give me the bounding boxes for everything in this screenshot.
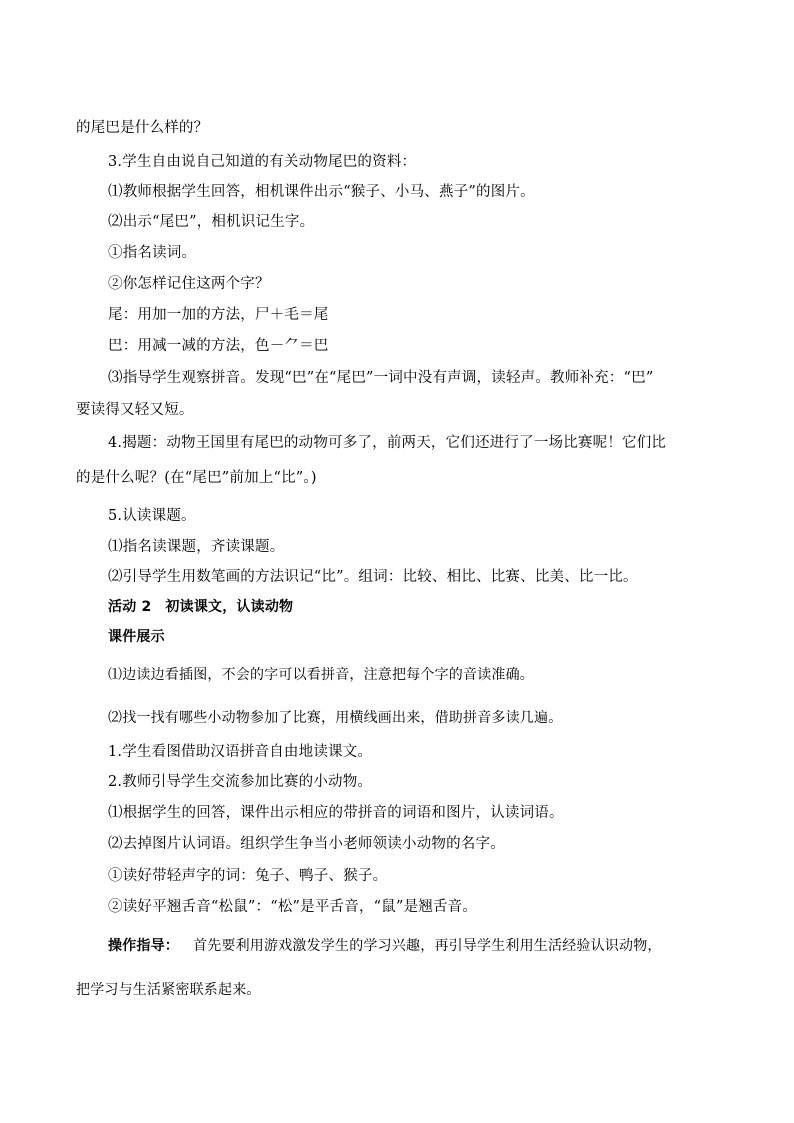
guide-text: 首先要利用游戏激发学生的学习兴趣，再引导学生利用生活经验认识动物， <box>193 938 662 954</box>
paragraph-line: 尾：用加一加的方法，尸＋毛＝尾 <box>108 307 329 323</box>
courseware-item: ⑵找一找有哪些小动物参加了比赛，用横线画出来，借助拼音多读几遍。 <box>108 710 563 726</box>
paragraph-line: 巴：用减一减的方法，色－⺈＝巴 <box>108 338 329 354</box>
paragraph-line: 的是什么呢？(在“尾巴”前加上“比”。) <box>76 470 317 486</box>
paragraph-line: ⑴指名读课题，齐读课题。 <box>108 539 285 555</box>
paragraph-line: ①指名读词。 <box>108 245 197 261</box>
paragraph-line: 1.学生看图借助汉语拼音自由地读课文。 <box>108 744 373 760</box>
paragraph-line: ⑶指导学生观察拼音。发现“巴”在“尾巴”一词中没有声调，读轻声。教师补充：“巴” <box>108 370 654 386</box>
paragraph-line: ②读好平翘舌音“松鼠”：“松”是平舌音，“鼠”是翘舌音。 <box>108 899 478 915</box>
paragraph-line: ②你怎样记住这两个字？ <box>108 276 270 292</box>
paragraph-line: 3.学生自由说自己知道的有关动物尾巴的资料： <box>108 154 417 170</box>
activity-label: 活动 2 <box>108 599 152 615</box>
activity-title: 初读课文，认读动物 <box>165 599 294 615</box>
paragraph-line: 5.认读课题。 <box>108 508 196 524</box>
paragraph-line: ①读好带轻声字的词：兔子、鸭子、猴子。 <box>108 868 388 884</box>
courseware-heading: 课件展示 <box>108 629 165 645</box>
paragraph-line: ⑵出示“尾巴”，相机识记生字。 <box>108 214 315 230</box>
activity-heading <box>108 597 293 617</box>
guide-line <box>108 936 662 956</box>
paragraph-line: 要读得又轻又短。 <box>76 402 194 418</box>
guide-line: 把学习与生活紧密联系起来。 <box>76 982 261 998</box>
paragraph-line: ⑵去掉图片认词语。组织学生争当小老师领读小动物的名字。 <box>108 836 505 852</box>
paragraph-line: ⑵引导学生用数笔画的方法识记“比”。组词：比较、相比、比赛、比美、比一比。 <box>108 569 638 585</box>
courseware-item: ⑴边读边看插图，不会的字可以看拼音，注意把每个字的音读准确。 <box>108 667 534 683</box>
paragraph-line: ⑴根据学生的回答，课件出示相应的带拼音的词语和图片，认读词语。 <box>108 805 564 821</box>
paragraph-line: 的尾巴是什么样的？ <box>76 120 209 136</box>
guide-label: 操作指导： <box>108 938 179 954</box>
paragraph-line: 4.揭题：动物王国里有尾巴的动物可多了，前两天，它们还进行了一场比赛呢！它们比 <box>108 435 667 451</box>
paragraph-line: ⑴教师根据学生回答，相机课件出示“猴子、小马、燕子”的图片。 <box>108 184 535 200</box>
paragraph-line: 2.教师引导学生交流参加比赛的小动物。 <box>108 774 373 790</box>
